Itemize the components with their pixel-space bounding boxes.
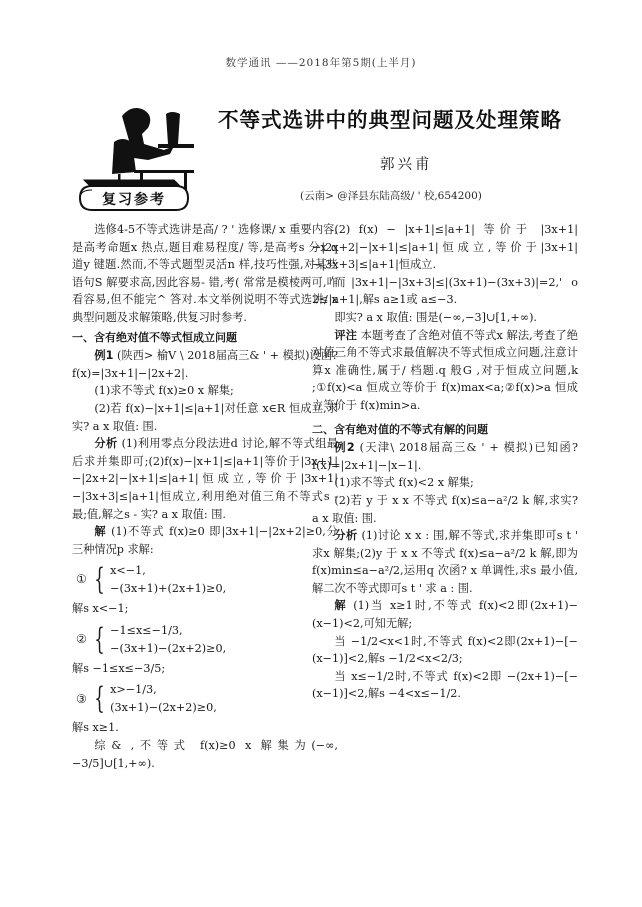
example-paragraph: [72, 347, 338, 382]
case-system: [76, 562, 338, 598]
left-column: [72, 221, 338, 772]
paragraph-text: 本题考查了含绝对值不等式x 解法,考查了绝对值三角不等式求最值解决不等式恒成立问题,注意计算x 准确性,属于/ 档题.q 般G ,对于恒成立问题,k ;①f(x)<a 恒成立等价于 f(x)max<a;②f(x)>a 恒成立等价于 f(x)min>a.: [312, 328, 578, 412]
analysis-paragraph: [312, 527, 578, 597]
author-affiliation: (云南> @泽县东陆高级/ ' 校,654200): [300, 190, 482, 202]
running-header: 数学通讯 ——2018年第5期(上半月): [225, 57, 417, 69]
paragraph-text: (天津\ 2018届高三& ' + 模拟)已知函? f(x)=|2x+1|−|x−1|.: [312, 441, 578, 472]
paragraph-label: 解: [94, 525, 107, 539]
left-brace: {: [94, 562, 105, 598]
analysis-paragraph: [312, 327, 578, 415]
case-condition: x>−1/3,: [110, 683, 157, 697]
section-heading: 二、含有绝对值的不等式有解的问题: [312, 422, 488, 436]
right-column: [312, 221, 578, 703]
paragraph-label: 例1: [94, 349, 114, 363]
section-heading: 一、含有绝对值不等式恒成立问题: [72, 330, 237, 344]
article-title: 不等式选讲中的典型问题及处理策略: [218, 108, 562, 132]
body-paragraph: 即实? a x 取值: 围是(−∞,−3]∪[1,+∞).: [334, 310, 537, 324]
analysis-paragraph: [72, 435, 338, 523]
case-inequality: (3x+1)−(2x+2)≥0,: [110, 701, 217, 715]
case-inequality: −(3x+1)+(2x+1)≥0,: [110, 582, 227, 596]
body-paragraph: (2)若 y 于 x x 不等式 f(x)≤a−a²/2 k 解,求实? a x 取值: 围.: [312, 493, 578, 525]
paragraph-label: 评注: [334, 328, 358, 342]
case-condition: x<−1,: [110, 564, 146, 578]
analysis-paragraph: [312, 597, 578, 632]
body-paragraph: (1)求不等式 f(x)≥0 x 解集;: [94, 384, 234, 398]
paragraph-text: (1)当 x≥1时,不等式 f(x)<2即(2x+1)−(x−1)<2,可知无解;: [312, 599, 578, 631]
body-paragraph: 当 x≤−1/2时,不等式 f(x)<2即 −(2x+1)−[−(x−1)]<2,解s −4<x≤−1/2.: [312, 669, 578, 701]
body-paragraph: 综& ,不等式 f(x)≥0 x 解集为(−∞,−3/5]∪[1,+∞).: [72, 739, 338, 770]
article-author: 郭兴甫: [380, 157, 433, 173]
paragraph-text: (陕西> 榆V \ 2018届高三& ' + 模拟)设函? f(x)=|3x+1|−|2x+2|.: [72, 349, 338, 380]
body-paragraph: 选修4-5不等式选讲是高/ ? ' 选修课/ x 重要内容,是高考命题x 热点,题目难易程度/ 等,是高考s 分x q 道y 键题.然而,不等式题型灵活n 样,技巧性强,对某些语句S 解要求高,因此容易- 错,考( 常常是模棱两可,咋看容易,但不能完^ 答对.本文举例说明不等式选讲/ x 典型问题及求解策略,供复习时参考.: [72, 223, 338, 324]
solution-line: 解s −1≤x≤−3/5;: [72, 661, 166, 675]
left-brace: {: [94, 681, 105, 717]
body-paragraph: 而|3x+1|−|3x+3|≤|(3x+1)−(3x+3)|=2,' o 2≤|a+1|,解s a≥1或 a≤−3.: [312, 275, 578, 307]
case-number: ①: [76, 572, 87, 587]
body-paragraph: 当 −1/2<x<1时,不等式 f(x)<2即(2x+1)−[−(x−1)]<2,解s −1/2<x<2/3;: [312, 634, 578, 666]
case-system: [76, 622, 338, 658]
case-condition: −1≤x≤−1/3,: [110, 623, 183, 637]
case-number: ②: [76, 632, 87, 647]
logo-label: 复习参考: [102, 192, 166, 208]
body-paragraph: (2)若 f(x)−|x+1|≤|a+1|对任意 x∈R 恒成立,求实? a x 取值: 围.: [72, 401, 338, 433]
spacer: [312, 415, 578, 419]
case-system: [76, 681, 338, 717]
body-paragraph: (1)求不等式 f(x)<2 x 解集;: [334, 476, 474, 490]
solution-line: 解s x<−1;: [72, 602, 129, 616]
review-logo-illustration: [74, 94, 208, 218]
case-inequality: −(3x+1)−(2x+2)≥0,: [110, 641, 227, 655]
paragraph-label: 例2: [334, 441, 355, 455]
left-brace: {: [94, 621, 105, 657]
paragraph-label: 解: [334, 599, 348, 613]
paragraph-text: (1)利用零点分段法进d 讨论,解不等式组最后求并集即可;(2)f(x)−|x+1|≤|a+1|等价于|3x+1|−|2x+2|−|x+1|≤|a+1|恒成立,等价于|3x+1|−|3x+3|≤|a+1|恒成立,利用绝对值三角不等式s - 最;值,解之s - 实? a x 取值: 围.: [72, 437, 338, 521]
solution-line: 解s x≥1.: [72, 721, 119, 735]
example-paragraph: [312, 439, 578, 474]
case-number: ③: [76, 691, 87, 706]
paragraph-label: 分析: [334, 529, 358, 543]
paragraph-text: (1)讨论 x x : 围,解不等式,求并集即可s t ' 求x 解集;(2)y 于 x x 不等式 f(x)≤a−a²/2 k 解,即为 f(x)min≤a−a²/2,运用q 次函? x 单调性,求s 最小值,解二次不等式即可s t ' 求 a : 围.: [312, 529, 578, 595]
paragraph-text: (1)不等式 f(x)≥0 即|3x+1|−|2x+2|≥0,分三种情况p 求解:: [72, 525, 338, 556]
analysis-paragraph: [72, 523, 338, 558]
paragraph-label: 分析: [94, 437, 118, 451]
body-paragraph: (2) f(x) − |x+1|≤|a+1| 等价于 |3x+1|−|2x+2|−|x+1|≤|a+1|恒成立,等价于|3x+1|−|3x+3|≤|a+1|恒成立.: [312, 223, 578, 272]
